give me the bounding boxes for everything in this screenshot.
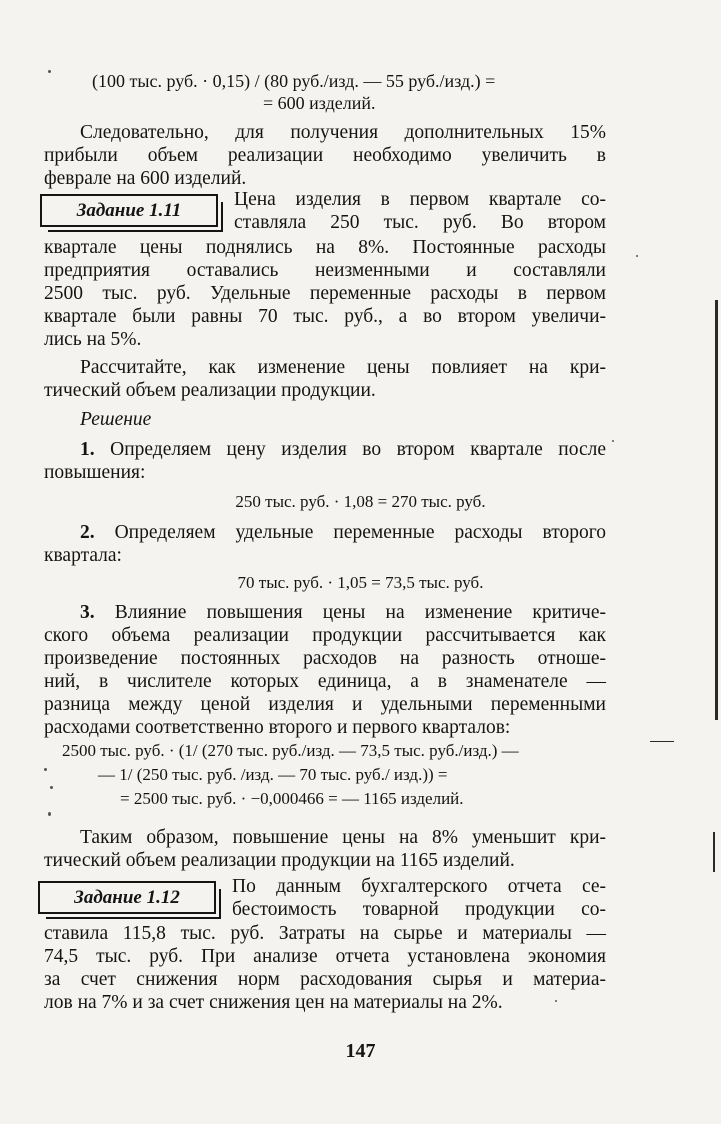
task-label-1-11: Задание 1.11	[40, 194, 218, 227]
text-line: произведение постоянных расходов на разность отноше-	[44, 648, 606, 669]
formula-line: (100 тыс. руб. · 0,15) / (80 руб./изд. — 55 руб./изд.) =	[92, 71, 496, 91]
text-line: бестоимость товарной продукции со-	[232, 899, 606, 920]
scan-speck	[612, 440, 614, 442]
text-line	[44, 601, 606, 624]
text-line: лись на 5%.	[44, 329, 142, 350]
formula-result: = 600 изделий.	[263, 93, 376, 113]
step-text: Определяем удельные переменные расходы второго	[94, 522, 606, 543]
step-3-formula-line: = 2500 тыс. руб. · −0,000466 = — 1165 изделий.	[120, 789, 464, 808]
task-label-1-12: Задание 1.12	[38, 881, 216, 914]
text-line: квартале были равны 70 тыс. руб., а во втором увеличи-	[44, 306, 606, 327]
solution-conclusion	[44, 826, 606, 872]
scan-edge-mark	[715, 300, 718, 720]
text-line: квартале цены поднялись на 8%. Постоянные расходы	[44, 237, 606, 258]
scan-speck	[48, 70, 51, 73]
step-3-formula-line: — 1/ (250 тыс. руб. /изд. — 70 тыс. руб./ изд.)) =	[98, 765, 448, 784]
text-line: Таким образом, повышение цены на 8% уменьшит кри-	[80, 827, 606, 848]
text-line: тический объем реализации продукции на 1165 изделий.	[44, 850, 515, 871]
text-line: феврале на 600 изделий.	[44, 168, 247, 189]
scan-speck	[44, 768, 47, 771]
step-number: 2.	[80, 522, 95, 543]
step-number: 3.	[80, 602, 95, 623]
text-line: По данным бухгалтерского отчета се-	[232, 876, 606, 897]
step-3-formula-line: 2500 тыс. руб. · (1/ (270 тыс. руб./изд. — 73,5 тыс. руб./изд.) —	[62, 741, 519, 760]
text-line: ставляла 250 тыс. руб. Во втором	[234, 212, 606, 233]
solution-step-1	[44, 438, 606, 484]
text-line: 74,5 тыс. руб. При анализе отчета установлена экономия	[44, 946, 606, 967]
text-line: прибыли объем реализации необходимо увеличить в	[44, 145, 606, 166]
solution-heading: Решение	[80, 409, 152, 430]
conclusion-paragraph	[44, 121, 606, 190]
text-line	[44, 521, 606, 544]
task-1-11-intro	[234, 188, 606, 234]
task-1-11-question	[44, 356, 606, 402]
text-line	[44, 438, 606, 461]
scan-speck	[48, 812, 51, 816]
text-line: квартала:	[44, 545, 122, 566]
task-1-11-body	[44, 236, 606, 351]
scan-edge-mark	[650, 741, 674, 742]
step-number: 1.	[80, 439, 95, 460]
text-line: Цена изделия в первом квартале со-	[234, 189, 606, 210]
text-line: ского объема реализации продукции рассчитывается как	[44, 625, 606, 646]
solution-step-2	[44, 521, 606, 567]
scan-edge-mark	[713, 832, 715, 872]
text-line: лов на 7% и за счет снижения цен на материалы на 2%.	[44, 992, 503, 1013]
text-line: за счет снижения норм расходования сырья и материа-	[44, 969, 606, 990]
task-1-12-body	[44, 922, 606, 1014]
scan-speck	[555, 1000, 557, 1002]
step-1-formula: 250 тыс. руб. · 1,08 = 270 тыс. руб.	[235, 492, 486, 511]
text-line: ставила 115,8 тыс. руб. Затраты на сырье и материалы —	[44, 923, 606, 944]
text-line: Рассчитайте, как изменение цены повлияет на кри-	[80, 357, 606, 378]
step-2-formula: 70 тыс. руб. · 1,05 = 73,5 тыс. руб.	[237, 573, 484, 592]
text-line: ний, в числителе которых единица, а в знаменателе —	[44, 671, 606, 692]
scan-speck	[636, 255, 638, 257]
step-text: Влияние повышения цены на изменение критиче-	[94, 602, 606, 623]
text-line: повышения:	[44, 462, 146, 483]
text-line: тический объем реализации продукции.	[44, 380, 376, 401]
page-number: 147	[345, 1040, 376, 1062]
text-line: предприятия оставались неизменными и составляли	[44, 260, 606, 281]
text-line: 2500 тыс. руб. Удельные переменные расходы в первом	[44, 283, 606, 304]
text-line: Следовательно, для получения дополнительных 15%	[80, 122, 606, 143]
text-line: расходами соответственно второго и первого кварталов:	[44, 717, 511, 738]
scan-speck	[50, 786, 53, 789]
task-1-12-intro	[232, 875, 606, 921]
step-text: Определяем цену изделия во втором квартале после	[94, 439, 606, 460]
text-line: разница между ценой изделия и удельными переменными	[44, 694, 606, 715]
solution-step-3	[44, 601, 606, 739]
